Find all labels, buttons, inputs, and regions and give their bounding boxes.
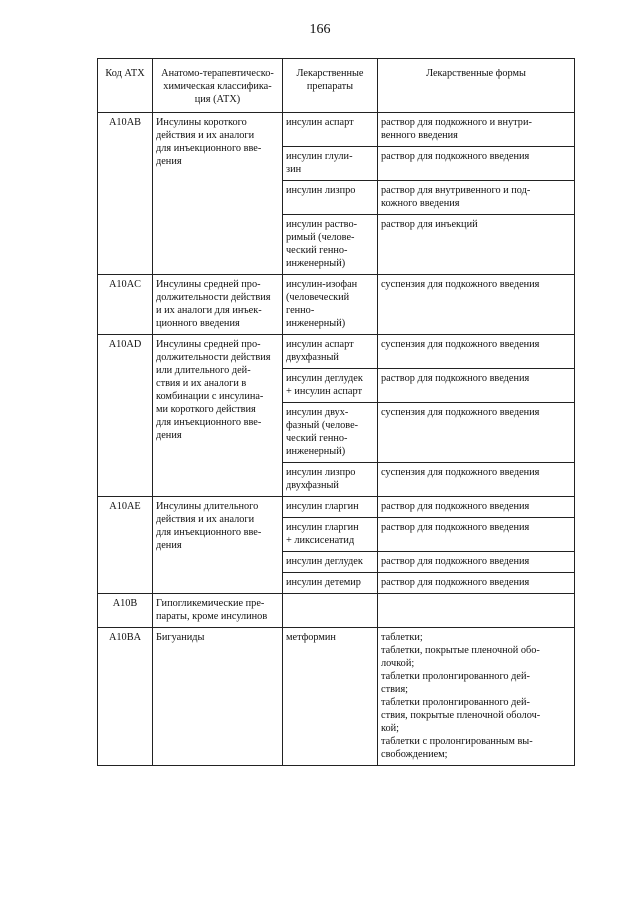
form-item: таблетки; <box>381 632 423 643</box>
form-cell: раствор для инъекций <box>378 215 575 275</box>
atc-code-cell: A10B <box>98 594 153 628</box>
atc-code-cell: A10AB <box>98 113 153 275</box>
form-cell: суспензия для подкожного введения <box>378 335 575 369</box>
form-cell: раствор для подкожного введения <box>378 518 575 552</box>
drug-cell: инсулин глули- зин <box>283 147 378 181</box>
form-cell <box>378 594 575 628</box>
drug-cell: инсулин деглудек <box>283 552 378 573</box>
form-cell: раствор для подкожного введения <box>378 147 575 181</box>
page-number: 166 <box>309 22 331 37</box>
drug-cell: инсулин лизпро двухфазный <box>283 463 378 497</box>
form-cell: раствор для подкожного введения <box>378 369 575 403</box>
classification-cell: Инсулины длительного действия и их аналоги для инъекционного вве- дения <box>153 497 283 594</box>
classification-cell: Инсулины средней про- должительности действия и их аналоги для инъек- ционного введения <box>153 275 283 335</box>
atc-code-cell: A10AD <box>98 335 153 497</box>
classification-cell: Инсулины средней про- должительности действия или длительного дей- ствия и их аналоги в комбинации с инсулина- ми короткого действия для инъекционного вве- дения <box>153 335 283 497</box>
atc-code-cell: A10BA <box>98 628 153 766</box>
form-cell: суспензия для подкожного введения <box>378 403 575 463</box>
table-header-row <box>98 59 575 113</box>
form-cell: суспензия для подкожного введения <box>378 275 575 335</box>
header-forms: Лекарственные формы <box>378 59 575 113</box>
classification-cell: Бигуаниды <box>153 628 283 766</box>
table-row <box>98 594 575 628</box>
table-row <box>98 497 575 518</box>
drug-cell: инсулин лизпро <box>283 181 378 215</box>
drug-cell: инсулин-изофан (человеческий генно- инженерный) <box>283 275 378 335</box>
drug-cell: инсулин гларгин + ликсисенатид <box>283 518 378 552</box>
table-row <box>98 628 575 766</box>
table-row <box>98 113 575 147</box>
form-item: таблетки с пролонгированным вы- свобождением; <box>381 736 533 760</box>
drug-cell: инсулин двух- фазный (челове- ческий генно- инженерный) <box>283 403 378 463</box>
header-code: Код АТХ <box>98 59 153 113</box>
drug-cell: инсулин детемир <box>283 573 378 594</box>
form-cell: раствор для подкожного введения <box>378 497 575 518</box>
form-cell <box>378 628 575 766</box>
drug-cell: инсулин раство- римый (челове- ческий генно- инженерный) <box>283 215 378 275</box>
drug-cell <box>283 594 378 628</box>
classification-cell: Инсулины короткого действия и их аналоги для инъекционного вве- дения <box>153 113 283 275</box>
drug-cell: инсулин аспарт <box>283 113 378 147</box>
drug-cell: инсулин аспарт двухфазный <box>283 335 378 369</box>
header-drugs: Лекарственные препараты <box>283 59 378 113</box>
drug-cell: метформин <box>283 628 378 766</box>
table-row <box>98 335 575 369</box>
form-cell: раствор для подкожного введения <box>378 573 575 594</box>
atc-code-cell: A10AE <box>98 497 153 594</box>
atc-code-cell: A10AC <box>98 275 153 335</box>
form-cell: раствор для подкожного введения <box>378 552 575 573</box>
form-cell: раствор для подкожного и внутри- венного введения <box>378 113 575 147</box>
header-classification: Анатомо-терапевтическо- химическая классифика- ция (АТХ) <box>153 59 283 113</box>
form-cell: раствор для внутривенного и под- кожного введения <box>378 181 575 215</box>
form-cell: суспензия для подкожного введения <box>378 463 575 497</box>
table-row <box>98 275 575 335</box>
atc-table <box>97 58 575 766</box>
drug-cell: инсулин деглудек + инсулин аспарт <box>283 369 378 403</box>
drug-cell: инсулин гларгин <box>283 497 378 518</box>
classification-cell: Гипогликемические пре- параты, кроме инсулинов <box>153 594 283 628</box>
form-item: таблетки пролонгированного дей- ствия; <box>381 671 530 695</box>
form-item: таблетки пролонгированного дей- ствия, покрытые пленочной оболоч- кой; <box>381 697 541 734</box>
form-item: таблетки, покрытые пленочной обо- лочкой; <box>381 645 540 669</box>
